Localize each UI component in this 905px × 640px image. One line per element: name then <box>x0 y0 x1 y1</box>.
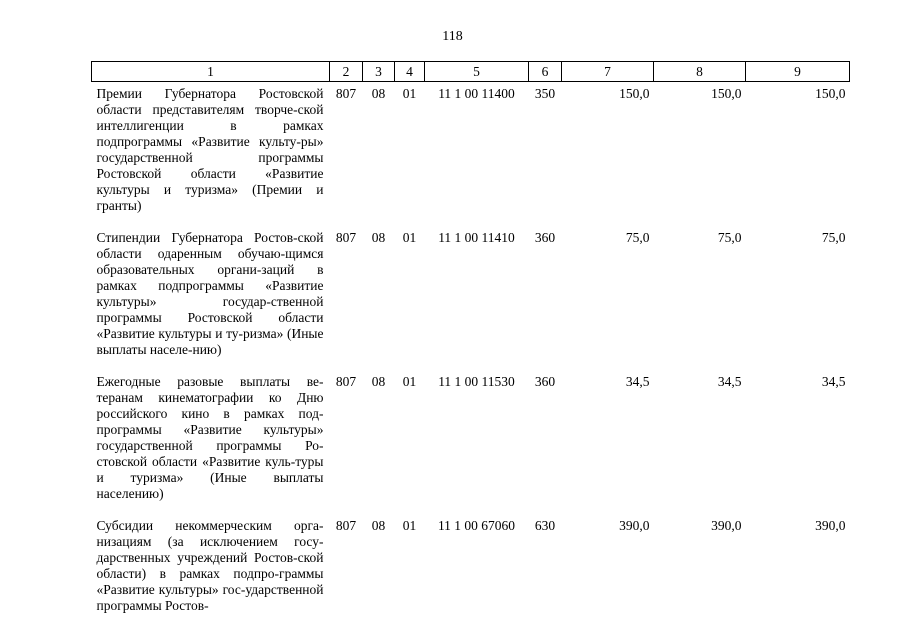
expense-name: Субсидии некоммерческим орга-низациям (за исключением госу-дарственных учреждений Ростов-ской области) в рамках подпро-граммы «Развитие культуры» гос-ударственной программы Ростов- <box>96 518 324 613</box>
amount-col-9: 390,0 <box>815 518 846 533</box>
expense-type-code: 630 <box>534 518 556 533</box>
table-header <box>92 62 850 82</box>
section-code: 08 <box>371 518 386 533</box>
table-row <box>92 226 850 370</box>
budget-table <box>91 61 850 614</box>
amount-col-9: 150,0 <box>815 86 846 101</box>
amount-col-7: 75,0 <box>625 230 650 245</box>
header-cell-1: 1 <box>92 62 330 82</box>
header-row <box>92 62 850 82</box>
header-cell-5: 5 <box>425 62 529 82</box>
amount-col-8: 34,5 <box>717 374 742 389</box>
section-code: 08 <box>371 86 386 101</box>
target-article-code: 11 1 00 11400 <box>438 86 515 101</box>
header-cell-8: 8 <box>654 62 746 82</box>
expense-name: Ежегодные разовые выплаты ве-теранам кинематографии ко Дню российского кино в рамках под-программы «Развитие культуры» государственной программы Ро-стовской области «Развитие куль-туры и туризма» (Иные выплаты населению) <box>96 374 324 501</box>
amount-col-9: 75,0 <box>821 230 846 245</box>
ministry-code: 807 <box>335 374 357 389</box>
amount-col-7: 150,0 <box>619 86 650 101</box>
table-row <box>92 82 850 227</box>
amount-col-9: 34,5 <box>821 374 846 389</box>
expense-name: Премии Губернатора Ростовской области представителям творче-ской интеллигенции в рамках подпрограммы «Развитие культу-ры» государственной программы Ростовской области «Развитие культуры и туризма» (Премии и гранты) <box>96 86 324 213</box>
ministry-code: 807 <box>335 230 357 245</box>
table-row <box>92 370 850 514</box>
header-cell-9: 9 <box>746 62 850 82</box>
header-cell-4: 4 <box>395 62 425 82</box>
target-article-code: 11 1 00 67060 <box>437 518 516 533</box>
expense-type-code: 360 <box>534 230 556 245</box>
expense-type-code: 350 <box>534 86 556 101</box>
target-article-code: 11 1 00 11530 <box>438 374 515 389</box>
header-cell-3: 3 <box>363 62 395 82</box>
header-cell-2: 2 <box>330 62 363 82</box>
target-article-code: 11 1 00 11410 <box>438 230 515 245</box>
amount-col-7: 34,5 <box>625 374 650 389</box>
amount-col-8: 390,0 <box>711 518 742 533</box>
subsection-code: 01 <box>402 518 417 533</box>
subsection-code: 01 <box>402 374 417 389</box>
expense-type-code: 360 <box>534 374 556 389</box>
section-code: 08 <box>371 374 386 389</box>
expense-name: Стипендии Губернатора Ростов-ской области одаренным обучаю-щимся образовательных органи-заций в рамках подпрограммы «Развитие культуры» государ-ственной программы Ростовской области «Развитие культуры и ту-ризма» (Иные выплаты населе-нию) <box>96 230 324 357</box>
table-body <box>92 82 850 615</box>
amount-col-8: 150,0 <box>711 86 742 101</box>
header-cell-6: 6 <box>529 62 562 82</box>
amount-col-7: 390,0 <box>619 518 650 533</box>
ministry-code: 807 <box>335 518 357 533</box>
subsection-code: 01 <box>402 230 417 245</box>
table-row <box>92 514 850 614</box>
subsection-code: 01 <box>402 86 417 101</box>
ministry-code: 807 <box>335 86 357 101</box>
section-code: 08 <box>371 230 386 245</box>
page-number: 118 <box>442 29 463 44</box>
header-cell-7: 7 <box>562 62 654 82</box>
amount-col-8: 75,0 <box>717 230 742 245</box>
